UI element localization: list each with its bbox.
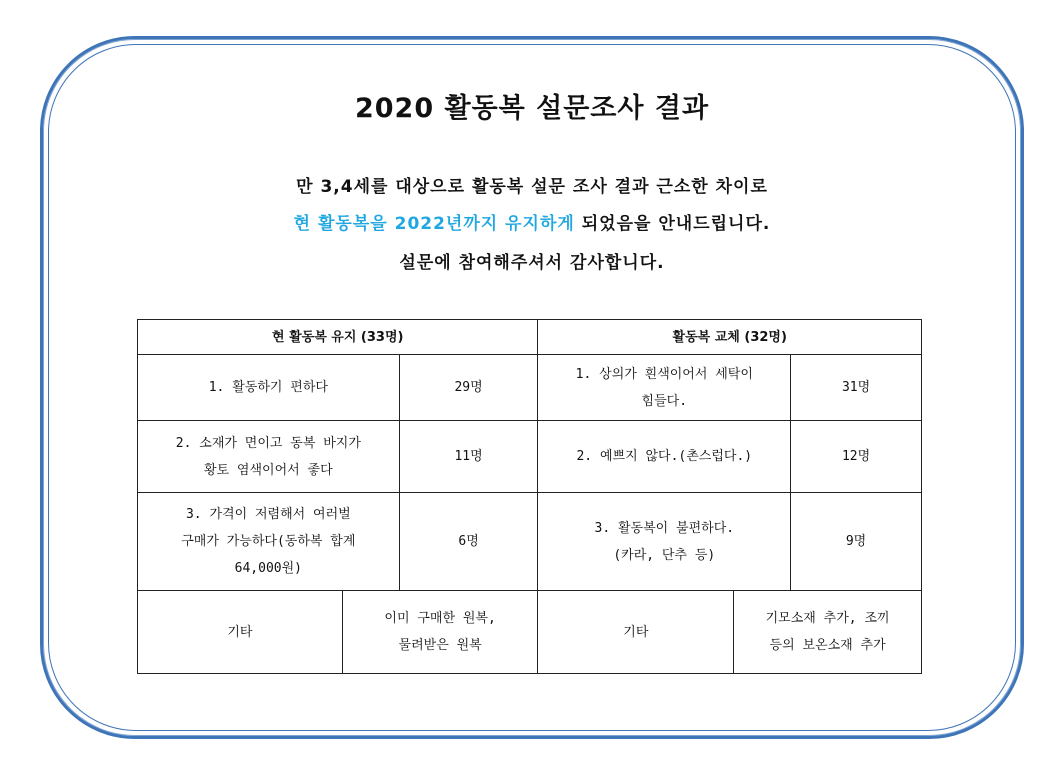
replace-other-text: 기모소재 추가, 조끼 등의 보온소재 추가 (734, 591, 922, 674)
keep-reason: 2. 소재가 면이고 동복 바지가 황토 염색이어서 좋다 (138, 421, 400, 493)
notice-line-2-rest: 되었음을 안내드립니다. (574, 214, 771, 234)
keep-header: 현 활동복 유지 (33명) (138, 320, 538, 355)
keep-count: 11명 (399, 421, 538, 493)
survey-results-table (137, 319, 922, 674)
keep-other-label: 기타 (138, 591, 343, 674)
page-title: 2020 활동복 설문조사 결과 (354, 93, 710, 124)
table-row (138, 421, 922, 493)
replace-header: 활동복 교체 (32명) (538, 320, 922, 355)
replace-count: 9명 (791, 493, 922, 591)
replace-other-label: 기타 (538, 591, 734, 674)
table-row-other (138, 591, 922, 674)
replace-reason: 3. 활동복이 불편하다. (카라, 단추 등) (538, 493, 791, 591)
keep-count: 6명 (399, 493, 538, 591)
notice-line-1: 만 3,4세를 대상으로 활동복 설문 조사 결과 근소한 차이로 (296, 177, 768, 197)
replace-count: 12명 (791, 421, 922, 493)
keep-other-text: 이미 구매한 원복, 물려받은 원복 (342, 591, 538, 674)
notice-line-2 (0, 209, 1064, 234)
keep-reason: 1. 활동하기 편하다 (138, 355, 400, 421)
keep-count: 29명 (399, 355, 538, 421)
replace-reason: 1. 상의가 흰색이어서 세탁이 힘들다. (538, 355, 791, 421)
replace-count: 31명 (791, 355, 922, 421)
replace-reason: 2. 예쁘지 않다.(촌스럽다.) (538, 421, 791, 493)
notice-line-3: 설문에 참여해주셔서 감사합니다. (399, 253, 665, 273)
table-row (138, 355, 922, 421)
table-row (138, 493, 922, 591)
keep-reason: 3. 가격이 저렴해서 여러벌 구매가 가능하다(동하복 합계 64,000원) (138, 493, 400, 591)
table-header-row (138, 320, 922, 355)
notice-highlight: 현 활동복을 2022년까지 유지하게 (293, 214, 575, 234)
